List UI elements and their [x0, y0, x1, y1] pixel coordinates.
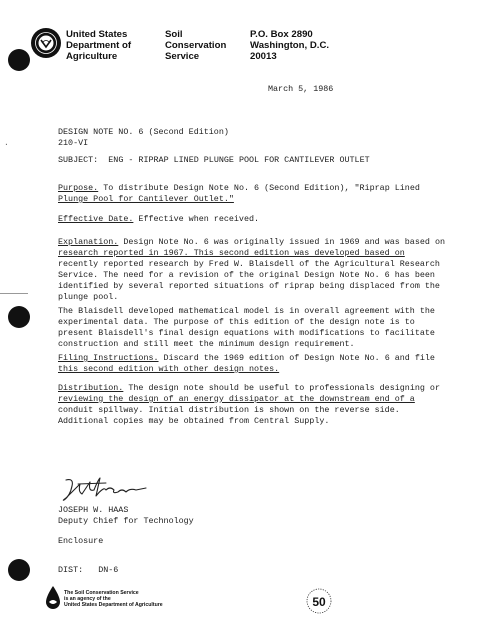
distribution-code: DIST: DN-6 — [58, 565, 119, 575]
purpose-heading: Purpose. — [58, 183, 99, 193]
letterhead-line: Soil — [165, 29, 183, 40]
blaisdell-line: construction and still meet the minimum design requirement. — [58, 339, 355, 349]
blaisdell-paragraph — [58, 306, 478, 350]
letterhead-line: Washington, D.C. — [250, 40, 330, 51]
explanation-line: plunge pool. — [58, 292, 119, 302]
effective-paragraph — [58, 214, 478, 225]
explanation-line: Design Note No. 6 was originally issued in 1969 and was based on — [118, 237, 445, 247]
file-code: 210-VI — [58, 138, 89, 148]
explanation-line: research reported in 1967. This second edition was developed based on — [58, 248, 405, 258]
letterhead-service — [165, 29, 226, 62]
blaisdell-line: The Blaisdell developed mathematical model is in overall agreement with the — [58, 306, 435, 316]
subject-label: SUBJECT: — [58, 155, 99, 165]
letterhead-line: P.O. Box 2890 — [250, 29, 313, 40]
distribution-line: reviewing the design of an energy dissipator at the downstream end of a — [58, 394, 415, 404]
filing-line: this second edition with other design notes. — [58, 364, 280, 374]
subject-line — [58, 155, 370, 166]
signer-name: JOSEPH W. HAAS — [58, 505, 129, 515]
punch-hole-bottom — [8, 559, 30, 581]
blaisdell-line: present Blaisdell's final design equations with modifications to facilitate — [58, 328, 435, 338]
purpose-paragraph — [58, 183, 478, 205]
footer-line: is an agency of the — [64, 596, 111, 603]
footer-agency-text — [64, 590, 163, 609]
water-drop-logo-icon — [44, 585, 62, 611]
explanation-line: identified by several reported situations of riprap being displaced from the — [58, 281, 440, 291]
letterhead-line: United States — [66, 29, 128, 40]
letter-date: March 5, 1986 — [268, 84, 334, 94]
margin-rule — [0, 293, 28, 294]
letterhead-agency — [66, 29, 131, 62]
explanation-line: Service. The need for a revision of the original Design Note No. 6 has been — [58, 270, 435, 280]
distribution-line: Additional copies may be obtained from Central Supply. — [58, 416, 330, 426]
distribution-line: The design note should be useful to professionals designing or — [123, 383, 440, 393]
margin-mark: · — [4, 140, 9, 149]
filing-paragraph — [58, 353, 478, 375]
letterhead-line: Conservation — [165, 40, 227, 51]
letterhead-line: Agriculture — [66, 51, 118, 62]
letterhead-line: Service — [165, 51, 200, 62]
footer-line: United States Department of Agriculture — [64, 602, 163, 609]
badge-number: 50 — [312, 595, 326, 609]
filing-heading: Filing Instructions. — [58, 353, 159, 363]
letterhead-line: Department of — [66, 40, 132, 51]
anniversary-50-badge-icon — [304, 586, 334, 616]
explanation-paragraph — [58, 237, 478, 303]
subject-text: ENG - RIPRAP LINED PLUNGE POOL FOR CANTILEVER OUTLET — [108, 155, 370, 165]
effective-text: Effective when received. — [133, 214, 260, 224]
letterhead-address — [250, 29, 329, 62]
punch-hole-middle — [8, 306, 30, 328]
blaisdell-line: experimental data. The purpose of this edition of the design note is to — [58, 317, 415, 327]
signer-title: Deputy Chief for Technology — [58, 516, 194, 526]
distribution-heading: Distribution. — [58, 383, 124, 393]
purpose-line: Plunge Pool for Cantilever Outlet." — [58, 194, 234, 204]
explanation-heading: Explanation. — [58, 237, 119, 247]
footer-line: The Soil Conservation Service — [64, 590, 139, 596]
usda-seal-icon — [31, 28, 61, 58]
purpose-line: To distribute Design Note No. 6 (Second Edition), "Riprap Lined — [98, 183, 420, 193]
letterhead-line: 20013 — [250, 51, 277, 62]
handwritten-signature — [60, 474, 150, 508]
punch-hole-top — [8, 49, 30, 71]
explanation-line: recently reported research by Fred W. Blaisdell of the Agricultural Research — [58, 259, 440, 269]
distribution-paragraph — [58, 383, 478, 427]
distribution-line: conduit spillway. Initial distribution is shown on the reverse side. — [58, 405, 400, 415]
enclosure-line: Enclosure — [58, 536, 104, 546]
filing-line: Discard the 1969 edition of Design Note No. 6 and file — [158, 353, 435, 363]
design-note-title: DESIGN NOTE NO. 6 (Second Edition) — [58, 127, 229, 137]
effective-heading: Effective Date. — [58, 214, 134, 224]
